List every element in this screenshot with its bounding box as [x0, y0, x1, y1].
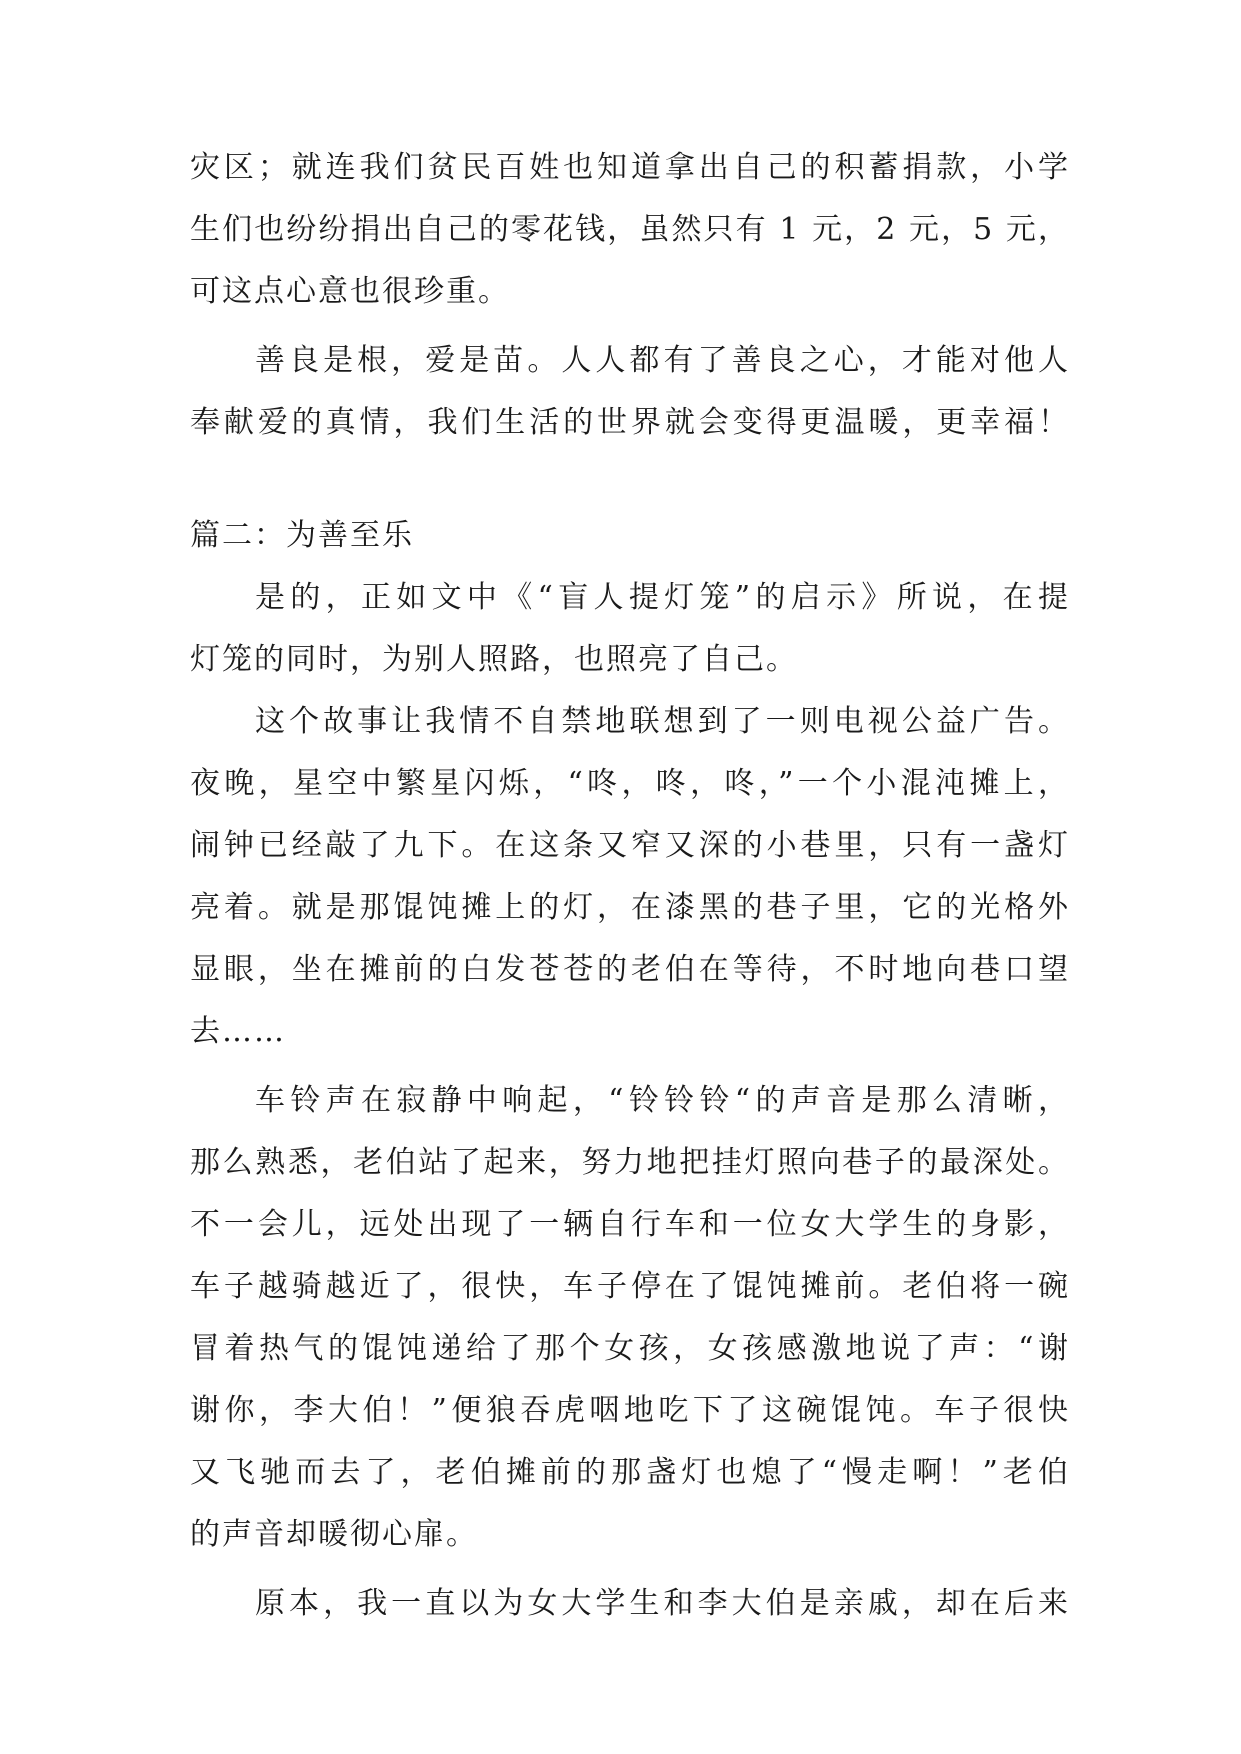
text-line: 奉献爱的真情，我们生活的世界就会变得更温暖，更幸福！ — [190, 405, 1070, 440]
text-line: 这个故事让我情不自禁地联想到了一则电视公益广告。 — [255, 704, 1070, 739]
text-line: 是的，正如文中《“盲人提灯笼”的启示》所说，在提 — [255, 580, 1070, 615]
text-line: 闹钟已经敲了九下。在这条又窄又深的小巷里，只有一盏灯 — [190, 828, 1070, 863]
text-line: 灾区；就连我们贫民百姓也知道拿出自己的积蓄捐款，小学 — [190, 150, 1070, 185]
text-line: 原本，我一直以为女大学生和李大伯是亲戚，却在后来 — [255, 1586, 1070, 1621]
text-line: 又飞驰而去了，老伯摊前的那盏灯也熄了“慢走啊！”老伯 — [190, 1455, 1070, 1490]
text-line: 车子越骑越近了，很快，车子停在了馄饨摊前。老伯将一碗 — [190, 1269, 1070, 1304]
text-line: 亮着。就是那馄饨摊上的灯，在漆黑的巷子里，它的光格外 — [190, 890, 1070, 925]
text-line: 显眼，坐在摊前的白发苍苍的老伯在等待，不时地向巷口望 — [190, 952, 1070, 987]
section-heading: 篇二：为善至乐 — [190, 518, 414, 553]
text-line: 冒着热气的馄饨递给了那个女孩，女孩感激地说了声：“谢 — [190, 1331, 1070, 1366]
text-line: 不一会儿，远处出现了一辆自行车和一位女大学生的身影， — [190, 1207, 1070, 1242]
text-line: 夜晚，星空中繁星闪烁，“咚，咚，咚，”一个小混沌摊上， — [190, 766, 1070, 801]
text-line: 那么熟悉，老伯站了起来，努力地把挂灯照向巷子的最深处。 — [190, 1145, 1070, 1180]
text-line: 可这点心意也很珍重。 — [190, 274, 510, 309]
text-line: 生们也纷纷捐出自己的零花钱，虽然只有 1 元，2 元，5 元， — [190, 212, 1070, 247]
text-line: 车铃声在寂静中响起，“铃铃铃“的声音是那么清晰， — [255, 1083, 1070, 1118]
text-line: 善良是根，爱是苗。人人都有了善良之心，才能对他人 — [255, 343, 1070, 378]
text-line: 去…… — [190, 1014, 286, 1049]
text-line: 灯笼的同时，为别人照路，也照亮了自己。 — [190, 642, 798, 677]
text-line: 谢你，李大伯！”便狼吞虎咽地吃下了这碗馄饨。车子很快 — [190, 1393, 1070, 1428]
text-line: 的声音却暖彻心扉。 — [190, 1517, 478, 1552]
